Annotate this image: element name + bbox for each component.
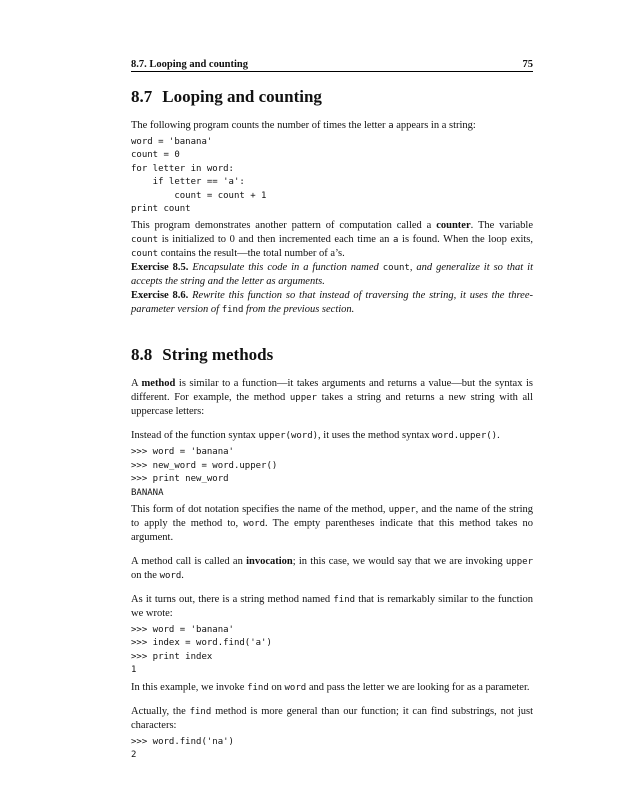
text: . The variable xyxy=(470,220,533,232)
code-block-substring: >>> word.find('na') 2 xyxy=(131,736,234,761)
inline-code: upper xyxy=(505,557,534,568)
inline-code: word xyxy=(284,682,307,693)
exercise-label: Exercise 8.6. xyxy=(131,290,189,302)
text: ; in this case, we would say that we are invoking xyxy=(292,556,506,568)
text: method is more general than our function; it can find substrings, not just characters: xyxy=(131,705,533,731)
text: takes a string and returns a new string with all uppercase letters: xyxy=(131,392,533,418)
section-heading-8-8 xyxy=(131,345,533,365)
section-title: Looping and counting xyxy=(162,87,322,106)
section-title: String methods xyxy=(162,345,274,365)
inline-code: find xyxy=(247,682,269,693)
code-block-upper: >>> word = 'banana' >>> new_word = word.upper() >>> print new_word BANANA xyxy=(131,447,278,498)
code-block-find: >>> word = 'banana' >>> index = word.find('a') >>> print index 1 xyxy=(131,625,272,676)
text: appears in a string: xyxy=(393,120,476,131)
inline-code: a xyxy=(388,121,394,131)
inline-code: count xyxy=(131,249,159,260)
text: and pass the letter we are looking for as a parameter. xyxy=(306,681,530,693)
text: is initialized to 0 and then incremented each time an xyxy=(158,234,394,246)
inline-code: upper(word) xyxy=(258,431,319,442)
method-paragraph xyxy=(131,377,533,419)
exercise-label: Exercise 8.5. xyxy=(131,262,189,274)
inline-code: count xyxy=(131,235,159,246)
header-section-title: 8.7. Looping and counting xyxy=(131,59,248,70)
code-block-counter: word = 'banana' count = 0 for letter in word: if letter == 'a': count = count + 1 print count xyxy=(131,137,267,215)
substrings-paragraph xyxy=(131,705,533,733)
inline-code: upper xyxy=(289,393,317,404)
inline-code: a xyxy=(393,235,399,246)
section-heading-8-7 xyxy=(131,87,533,107)
inline-code: word xyxy=(243,519,266,530)
page-number: 75 xyxy=(522,59,533,70)
exercise-text: from the previous section. xyxy=(243,304,355,316)
inline-code: find xyxy=(333,595,356,606)
dot-notation-paragraph xyxy=(131,503,533,545)
section-number: 8.8 xyxy=(131,345,153,365)
text: In this example, we invoke xyxy=(131,681,248,693)
text: , and the name of the string to apply the method to, xyxy=(131,504,533,530)
text: that is remarkably similar to the function we wrote: xyxy=(131,594,533,620)
exercise-8-6 xyxy=(131,289,533,317)
exercise-text: Rewrite this function so that instead of traversing the string, it uses the three-parameter version of xyxy=(131,290,533,316)
inline-code: upper xyxy=(388,505,416,516)
text: As it turns out, there is a string method named xyxy=(131,594,334,606)
text: Instead of the function syntax xyxy=(131,430,259,442)
term-method: method xyxy=(141,378,176,390)
text: on xyxy=(268,681,285,693)
syntax-paragraph xyxy=(131,429,533,443)
invocation-paragraph xyxy=(131,555,533,583)
inline-code: find xyxy=(189,706,212,717)
exercise-text: Encapsulate this code in a function named xyxy=(188,262,383,274)
text: This program demonstrates another pattern of computation called a xyxy=(131,220,437,232)
section-number: 8.7 xyxy=(131,87,153,106)
text: The following program counts the number of times the letter xyxy=(131,120,389,131)
page-content xyxy=(131,59,533,763)
text: is similar to a function—it takes arguments and returns a value—but the syntax is different. For example, the method xyxy=(131,378,533,404)
inline-code: find xyxy=(221,305,244,316)
inline-code: count xyxy=(382,263,410,274)
exercise-text: , and generalize it so that it accepts the string and the letter as arguments. xyxy=(131,262,533,288)
text: . xyxy=(181,570,184,582)
inline-code: word.upper() xyxy=(432,431,498,442)
text: A method call is called an xyxy=(131,556,247,568)
text: Actually, the xyxy=(131,705,190,717)
inline-code: word xyxy=(159,571,182,582)
text: contains the result—the total number of a’s. xyxy=(158,248,345,260)
invoke-find-paragraph xyxy=(131,681,533,695)
exercise-8-5 xyxy=(131,261,533,289)
text: , it uses the method syntax xyxy=(318,430,433,442)
running-header xyxy=(131,59,533,72)
term-counter: counter xyxy=(436,220,471,232)
term-invocation: invocation xyxy=(246,556,293,568)
intro-paragraph xyxy=(131,119,533,133)
counter-paragraph xyxy=(131,219,533,261)
text: . xyxy=(497,430,500,442)
text: is found. When the loop exits, xyxy=(398,234,533,246)
find-paragraph xyxy=(131,593,533,621)
text: A xyxy=(131,378,142,390)
text: . The empty parentheses indicate that this method takes no argument. xyxy=(131,518,533,544)
text: This form of dot notation specifies the name of the method, xyxy=(131,504,389,516)
text: on the xyxy=(131,570,160,582)
